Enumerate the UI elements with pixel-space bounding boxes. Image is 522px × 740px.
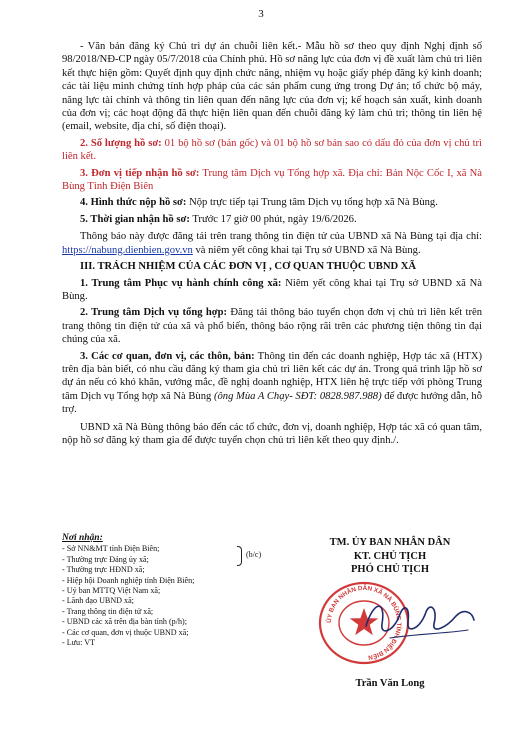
receiving-unit-label: 3. Đơn vị tiếp nhận hồ sơ: — [80, 167, 200, 179]
report-note: (b/c) — [246, 550, 262, 559]
responsibility-2-text: Đăng tải thông báo tuyển chọn đơn vị chủ trì liên kết trên trang thông tin điện tử của xã và phổ biến, thông báo rộng rãi trên các phương tiện thông tin đại chúng của xã. — [62, 307, 482, 346]
publication-text-pre: Thông báo này được đăng tải trên trang thông tin điện tử của UBND xã Nà Bùng tại địa chỉ: — [80, 231, 482, 243]
recipient-item: - Thường trực Đảng ủy xã; — [62, 554, 149, 564]
dossier-count-text: 01 bộ hồ sơ (bản gốc) và 01 bộ hồ sơ bản sao có dấu đỏ của đơn vị chủ trì liên kết. — [62, 137, 482, 163]
responsibility-1-label: 1. Trung tâm Phục vụ hành chính công xã: — [80, 277, 282, 289]
paragraph-closing: UBND xã Nà Bùng thông báo đến các tổ chức, đơn vị, doanh nghiệp, Hợp tác xã có quan tâm, nộp hồ sơ đăng ký tham gia để được tuyển chọn chủ trì liên kết theo quy định./. — [62, 421, 482, 446]
signature-line-title: PHÓ CHỦ TỊCH — [351, 564, 429, 575]
recipients-title: Nơi nhận: — [62, 533, 103, 543]
paragraph-dossier-requirements: - Văn bản đăng ký Chủ trì dự án chuỗi liên kết.- Mẫu hồ sơ theo quy định Nghị định số 98/2018/NĐ-CP ngày 05/7/2018 của Chính phủ. Hồ sơ năng lực của đơn vị đề xuất làm chủ trì liên kết thực hiện gồm: Quyết định quy định chức năng, nhiệm vụ hoặc giấy phép đăng ký kinh doanh; các tài liệu minh chứng tính hợp pháp của các sản phẩm cung ứng trong Dự án; tổ chức bộ máy, năng lực tài chính và thông tin liên quan đến năng lực của đơn vị; kế hoạch sản xuất, kinh doanh của đơn vị; các hoạt động đã thực hiện liên quan đến chuỗi đăng ký làm chủ trì; thông tin liên hệ (email, website, địa chỉ, số điện thoại). — [62, 41, 482, 133]
recipient-item: - Các cơ quan, đơn vị thuộc UBND xã; — [62, 627, 189, 637]
responsibility-2-label: 2. Trung tâm Dịch vụ tổng hợp: — [80, 307, 228, 319]
website-link[interactable]: https://nabung.dienbien.gov.vn — [62, 244, 193, 256]
recipient-item: - Trang thông tin điện tử xã; — [62, 606, 154, 616]
responsibility-3-post: để được hướng dẫn, hỗ trợ. — [62, 390, 482, 416]
submission-time-text: Trước 17 giờ 00 phút, ngày 19/6/2026. — [189, 213, 357, 225]
recipient-item: - Uỷ ban MTTQ Việt Nam xã; — [62, 586, 161, 596]
document-body — [62, 40, 482, 450]
section-heading-responsibilities: III. TRÁCH NHIỆM CỦA CÁC ĐƠN VỊ , CƠ QUAN THUỘC UBND XÃ — [80, 261, 417, 273]
recipients-block — [62, 533, 292, 648]
contact-person: (ông Mùa A Chạy- SĐT: 0828.987.988) — [213, 390, 382, 402]
seal-text: ỦY BAN NHÂN DÂN XÃ NÀ BÙNG TỈNH ĐIỆN BIÊN — [325, 584, 403, 661]
recipient-item: - Sở NN&MT tỉnh Điện Biên; — [62, 544, 160, 554]
dossier-count-label: 2. Số lượng hồ sơ: — [80, 137, 162, 149]
signature-header — [300, 536, 480, 577]
responsibility-3-label: 3. Các cơ quan, đơn vị, các thôn, bản: — [80, 350, 255, 362]
responsibility-1-text: Niêm yết công khai tại Trụ sở UBND xã Nà Bùng. — [62, 277, 482, 302]
signature-line-org: TM. ỦY BAN NHÂN DÂN — [329, 537, 451, 548]
recipient-item: - Thường trực HĐND xã; — [62, 565, 145, 575]
paragraph-dossier-count — [62, 137, 482, 164]
signer-name: Trần Văn Long — [355, 678, 425, 689]
recipient-item: - UBND các xã trên địa bàn tỉnh (p/h); — [62, 617, 187, 627]
paragraph-responsibility-3 — [62, 350, 482, 417]
submission-form-text: Nộp trực tiếp tại Trung tâm Dịch vụ tổng hợp xã Nà Bùng. — [186, 197, 438, 209]
handwritten-signature-icon — [360, 594, 480, 644]
recipient-item: - Lưu: VT — [62, 638, 96, 648]
paragraph-responsibility-2 — [62, 306, 482, 346]
page-number: 3 — [258, 8, 264, 20]
paragraph-receiving-unit — [62, 167, 482, 194]
paragraph-submission-time — [62, 213, 482, 226]
responsibility-3-text: Thông tin đến các doanh nghiệp, Hợp tác xã (HTX) trên địa bàn biết, có nhu cầu đăng ký tham gia chủ trì liên kết các dự án. Trong quá trình lập hồ sơ dự án nếu có khó khăn, vướng mắc, đề nghị doanh nghiệp, HTX liên hệ trực tiếp với phòng Trung tâm Dịch vụ Tổng hợp xã Nà Bùng — [62, 350, 482, 402]
recipient-item: - Lãnh đạo UBND xã; — [62, 596, 134, 606]
publication-text-post: và niêm yết công khai tại Trụ sở UBND xã Nà Bùng. — [192, 244, 421, 256]
recipients-brace — [237, 546, 242, 566]
recipient-item: - Hiệp hội Doanh nghiệp tỉnh Điện Biên; — [62, 575, 195, 585]
paragraph-submission-form — [62, 196, 482, 209]
receiving-unit-text: Trung tâm Dịch vụ Tổng hợp xã. Địa chỉ: Bản Nộc Cốc I, xã Nà Bùng Tỉnh Điện Biên — [62, 167, 483, 193]
submission-time-label: 5. Thời gian nhận hồ sơ: — [80, 213, 190, 225]
paragraph-publication — [62, 230, 482, 257]
submission-form-label: 4. Hình thức nộp hồ sơ: — [80, 197, 187, 209]
paragraph-responsibility-1 — [62, 277, 482, 304]
signature-line-role: KT. CHỦ TỊCH — [353, 550, 427, 562]
